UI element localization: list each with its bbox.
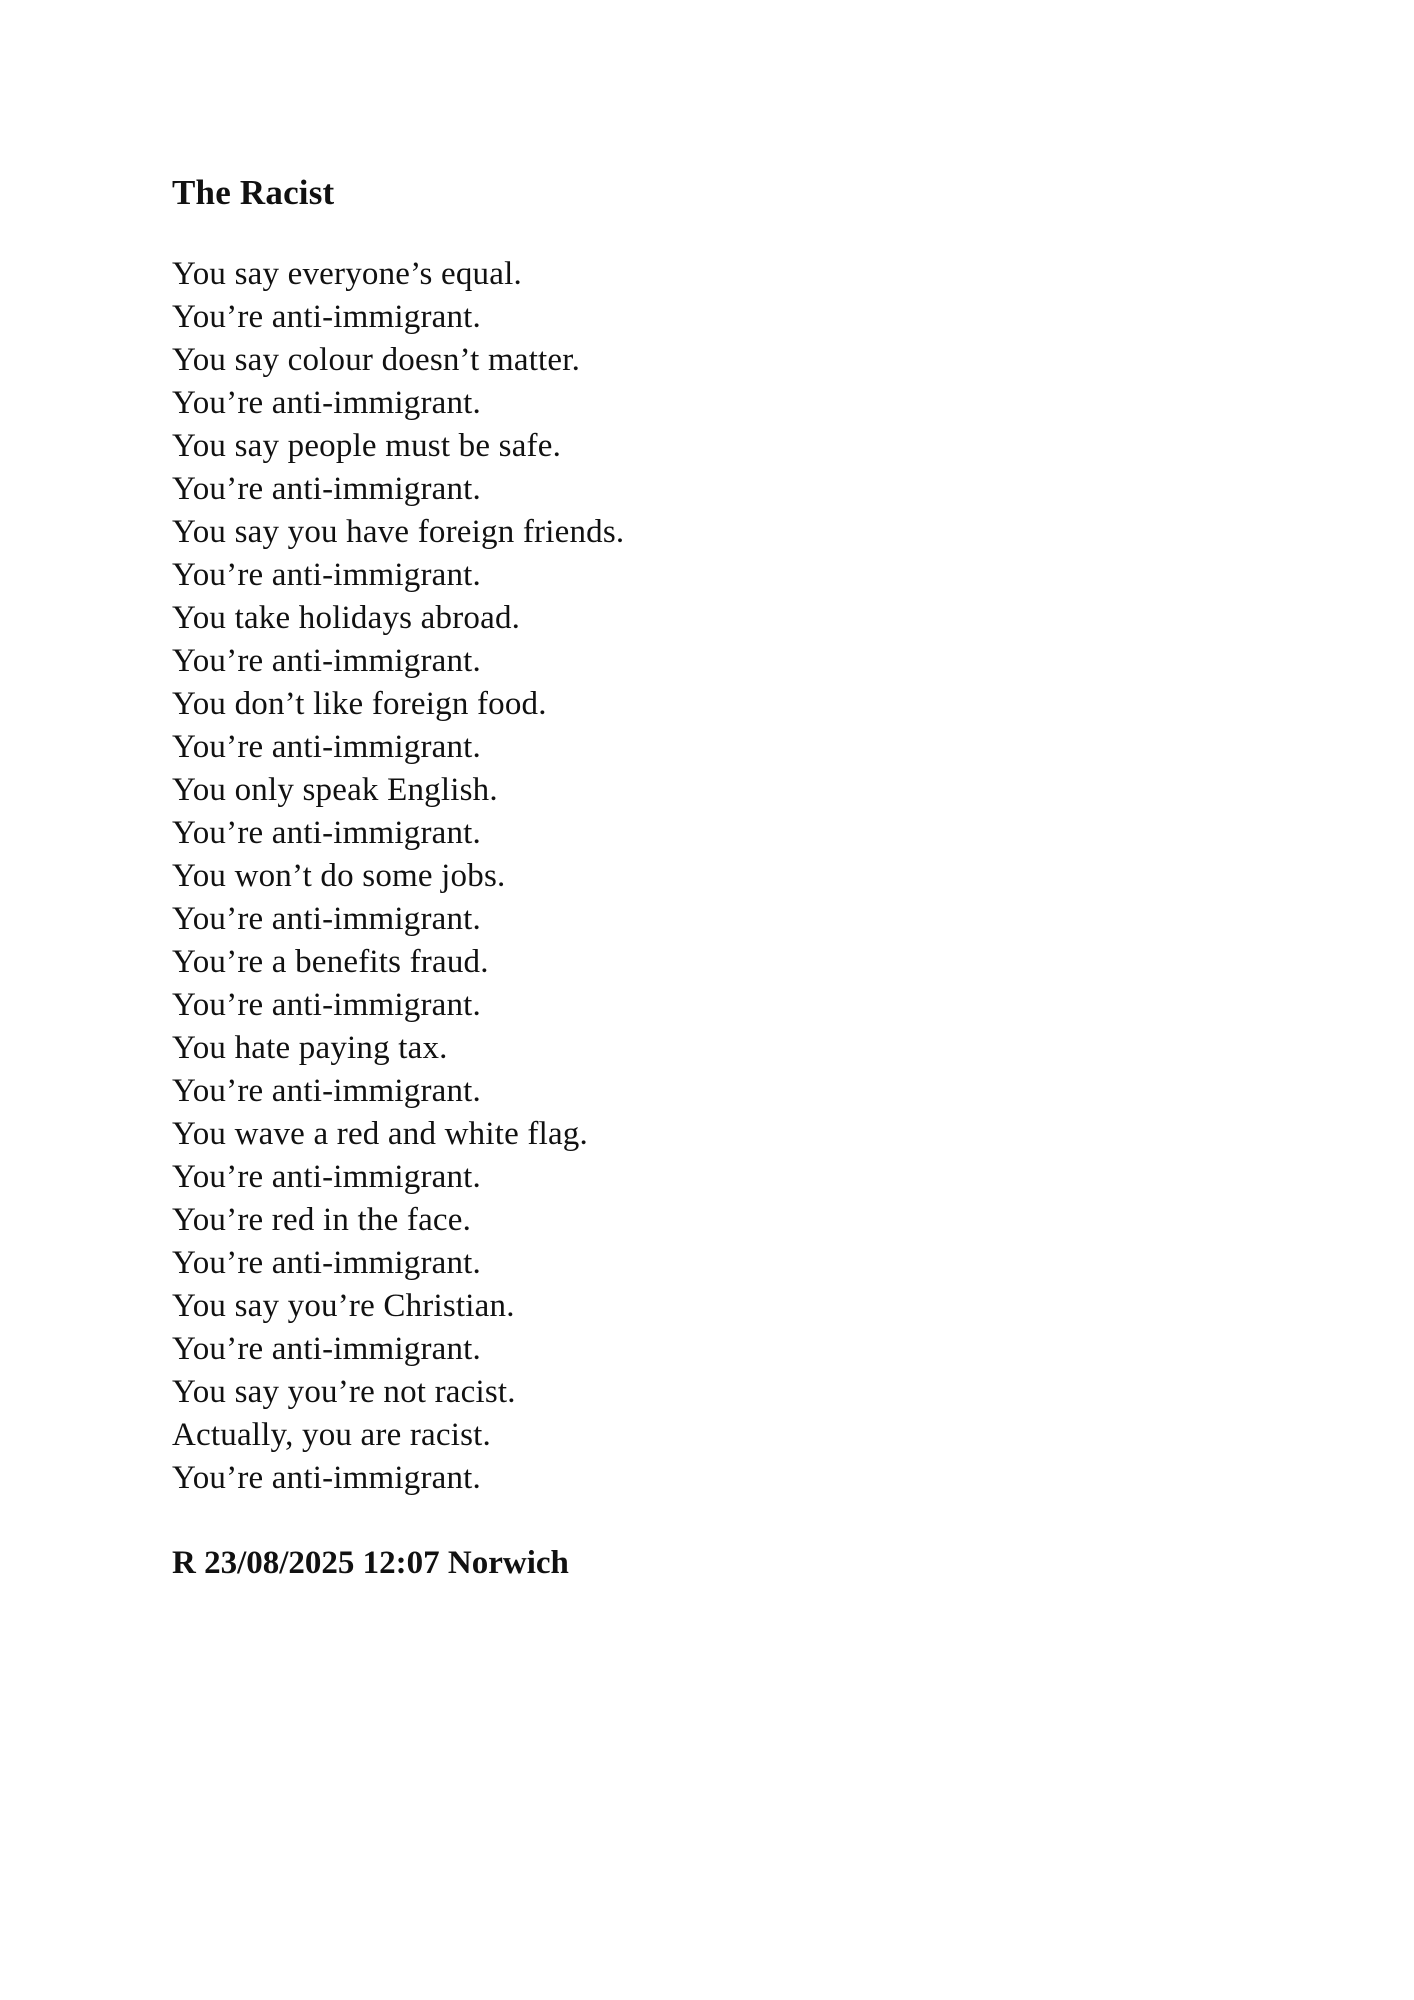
poem-title: The Racist [172, 173, 335, 212]
poem-line: You’re anti-immigrant. [172, 643, 482, 679]
poem-line: You’re anti-immigrant. [172, 1460, 482, 1496]
signature-line: R 23/08/2025 12:07 Norwich [172, 1545, 569, 1581]
poem-line: You’re anti-immigrant. [172, 471, 482, 507]
poem-line: You’re anti-immigrant. [172, 1245, 482, 1281]
poem-line: You won’t do some jobs. [172, 858, 506, 894]
poem-line: You’re a benefits fraud. [172, 944, 489, 980]
poem-line: You’re anti-immigrant. [172, 815, 482, 851]
poem-line: You only speak English. [172, 772, 498, 808]
poem-line: You’re anti-immigrant. [172, 1331, 482, 1367]
poem-line: You’re anti-immigrant. [172, 901, 482, 937]
poem-line: You say you’re not racist. [172, 1374, 516, 1410]
poem-line: You say colour doesn’t matter. [172, 342, 581, 378]
poem-line: You wave a red and white flag. [172, 1116, 588, 1152]
poem-line: You say people must be safe. [172, 428, 562, 464]
poem-line: You’re anti-immigrant. [172, 385, 482, 421]
poem-line: You’re anti-immigrant. [172, 1159, 482, 1195]
poem-line: You say you have foreign friends. [172, 514, 625, 550]
poem-line: You’re red in the face. [172, 1202, 472, 1238]
poem-line: You say you’re Christian. [172, 1288, 515, 1324]
poem-body [172, 253, 1072, 1500]
poem-line: You’re anti-immigrant. [172, 987, 482, 1023]
poem-line: You don’t like foreign food. [172, 686, 547, 722]
poem-line: You hate paying tax. [172, 1030, 448, 1066]
poem-line: You’re anti-immigrant. [172, 1073, 482, 1109]
poem-line: You’re anti-immigrant. [172, 299, 482, 335]
poem-line: Actually, you are racist. [172, 1417, 491, 1453]
poem-line: You take holidays abroad. [172, 600, 521, 636]
poem-line: You’re anti-immigrant. [172, 557, 482, 593]
poem-line: You say everyone’s equal. [172, 256, 522, 292]
poem-line: You’re anti-immigrant. [172, 729, 482, 765]
